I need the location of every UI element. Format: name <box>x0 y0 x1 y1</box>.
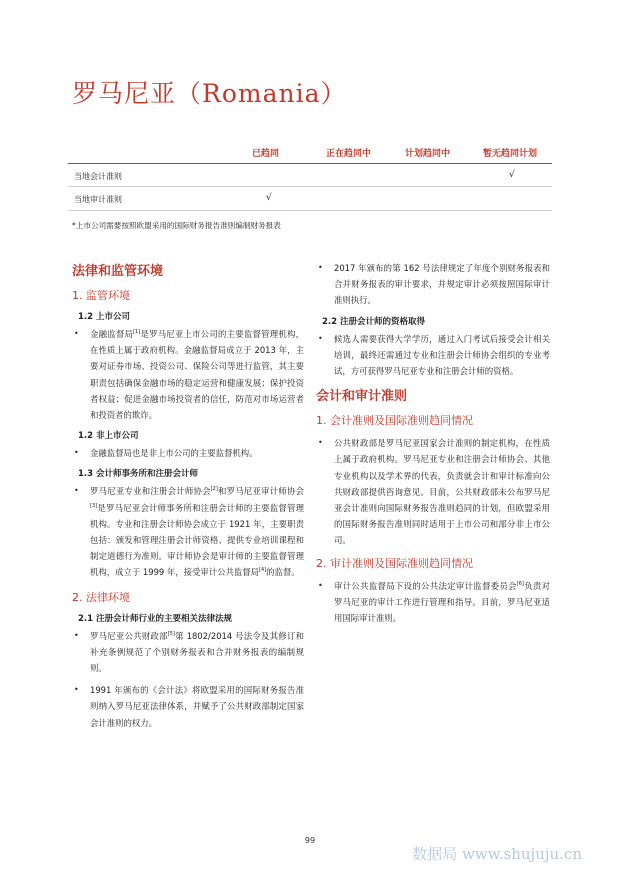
subsection-title-auditing-standards: 2. 审计准则及国际准则趋同情况 <box>316 556 473 570</box>
heading-unlisted-companies: 1.2 非上市公司 <box>78 431 139 442</box>
left-column <box>72 260 304 737</box>
list-item: • 1991 年颁布的《会计法》将欧盟采用的国际财务报告准则纳入罗马尼亚法律体系，并赋予了公共财政部制定国家会计准则的权力。 <box>72 682 304 731</box>
table-bottom-divider <box>68 210 552 211</box>
status-header-planned: 计划趋同中 <box>405 149 451 159</box>
bullet-icon: • <box>318 333 323 343</box>
bullet-icon: • <box>74 486 79 496</box>
page-title: 罗马尼亚（Romania） <box>72 79 347 108</box>
table-header-divider <box>68 163 552 164</box>
section-title-legal-regulatory: 法律和监管环境 <box>72 264 164 279</box>
check-mark-accounting: √ <box>509 170 515 180</box>
subsection-title-legal-environment: 2. 法律环境 <box>72 590 130 604</box>
footnote-ref: [4] <box>259 567 267 574</box>
list-item: • 审计公共监督局下设的公共法定审计监督委员会[6]负责对罗马尼亚的审计工作进行管理和指导。目前，罗马尼亚适用国际审计准则。 <box>316 578 550 627</box>
bullet-icon: • <box>318 580 323 590</box>
heading-cpa-qualification: 2.2 注册会计师的资格取得 <box>322 316 426 327</box>
subsection-title-regulatory-environment: 1. 监管环境 <box>72 289 130 302</box>
bullet-icon: • <box>74 448 79 458</box>
table-row-label-accounting: 当地会计准则 <box>74 172 122 181</box>
table-row-divider <box>68 186 552 187</box>
status-header-converged: 已趋同 <box>252 149 280 159</box>
list-item: • 金融监督局也是非上市公司的主要监督机构。 <box>72 445 304 461</box>
bullet-icon: • <box>318 263 323 272</box>
list-item: • 公共财政部是罗马尼亚国家会计准则的制定机构，在性质上属于政府机构。罗马尼亚专业和注册会计师协会、其他专业机构以及学术界的代表，负责就会计和审计标准向公共财政部提供咨询意见。目前，公共财政部未公布罗马尼亚会计准则向国际财务报告准则趋同的计划，但欧盟采用的国际财务报告准则同时适用于上市公司和部分非上市公司。 <box>316 435 550 548</box>
list-item: • 候选人需要获得大学学历，通过入门考试后接受会计相关培训，最终还需通过专业和注册会计师协会组织的专业考试，方可获得罗马尼亚专业和注册会计师的资格。 <box>316 331 550 380</box>
footnote-ref: [5] <box>167 630 175 637</box>
heading-firms-and-cpas: 1.3 会计师事务所和注册会计师 <box>78 469 199 480</box>
section-title-accounting-auditing-standards: 会计和审计准则 <box>316 389 408 405</box>
footnote-ref: [3] <box>90 502 98 509</box>
footnote-ref: [6] <box>516 580 524 587</box>
table-row-label-auditing: 当地审计准则 <box>74 195 122 204</box>
bullet-icon: • <box>318 438 323 448</box>
right-column <box>316 260 550 632</box>
status-header-converging: 正在趋同中 <box>326 149 372 159</box>
heading-laws-and-regulations: 2.1 注册会计师行业的主要相关法律法规 <box>78 613 233 624</box>
bullet-icon: • <box>74 329 79 338</box>
check-mark-auditing: √ <box>266 193 272 203</box>
status-header-no-plan: 暂无趋同计划 <box>483 149 538 159</box>
bullet-icon: • <box>74 685 79 695</box>
footnote-ref: [2] <box>210 486 218 493</box>
footnote-ref: [1] <box>133 329 141 336</box>
list-item: • 金融监督局[1]是罗马尼亚上市公司的主要监督管理机构，在性质上属于政府机构。金融监督局成立于 2013 年，主要对证券市场、投资公司、保险公司等进行监管，其主要职责包括确保金融市场的稳定运营和健康发展；保护投资者权益；促进金融市场投资者的信任，防范对市场运营者和投资者的欺诈。 <box>72 326 304 423</box>
subsection-title-accounting-standards: 1. 会计准则及国际准则趋同情况 <box>316 414 473 428</box>
page-number: 99 <box>304 836 316 845</box>
table-footnote: *上市公司需要按照欧盟采用的国际财务报告准则编制财务报表 <box>72 221 281 230</box>
bullet-icon: • <box>74 630 79 640</box>
list-item: • 罗马尼亚公共财政部[5]第 1802/2014 号法令及其修订和补充条例规范了个别财务报表和合并财务报表的编制规则。 <box>72 628 304 677</box>
watermark: 数据局 www.shujuju.cn <box>412 845 582 863</box>
list-item: • 2017 年颁布的第 162 号法律规定了年度个别财务报表和合并财务报表的审计要求，并规定审计必须按照国际审计准则执行。 <box>316 260 550 309</box>
list-item: • 罗马尼亚专业和注册会计师协会[2]和罗马尼亚审计师协会[3]是罗马尼亚会计师事务所和注册会计师的主要监督管理机构。专业和注册会计师协会成立于 1921 年，主要职责包括：颁发和管理注册会计师资格、提供专业培训课程和制定道德行为准则。审计师协会是审计师的主要监督管理机构，成立于 1999 年，接受审计公共监督局[4]的监督。 <box>72 483 304 580</box>
heading-listed-companies: 1.2 上市公司 <box>78 312 131 322</box>
